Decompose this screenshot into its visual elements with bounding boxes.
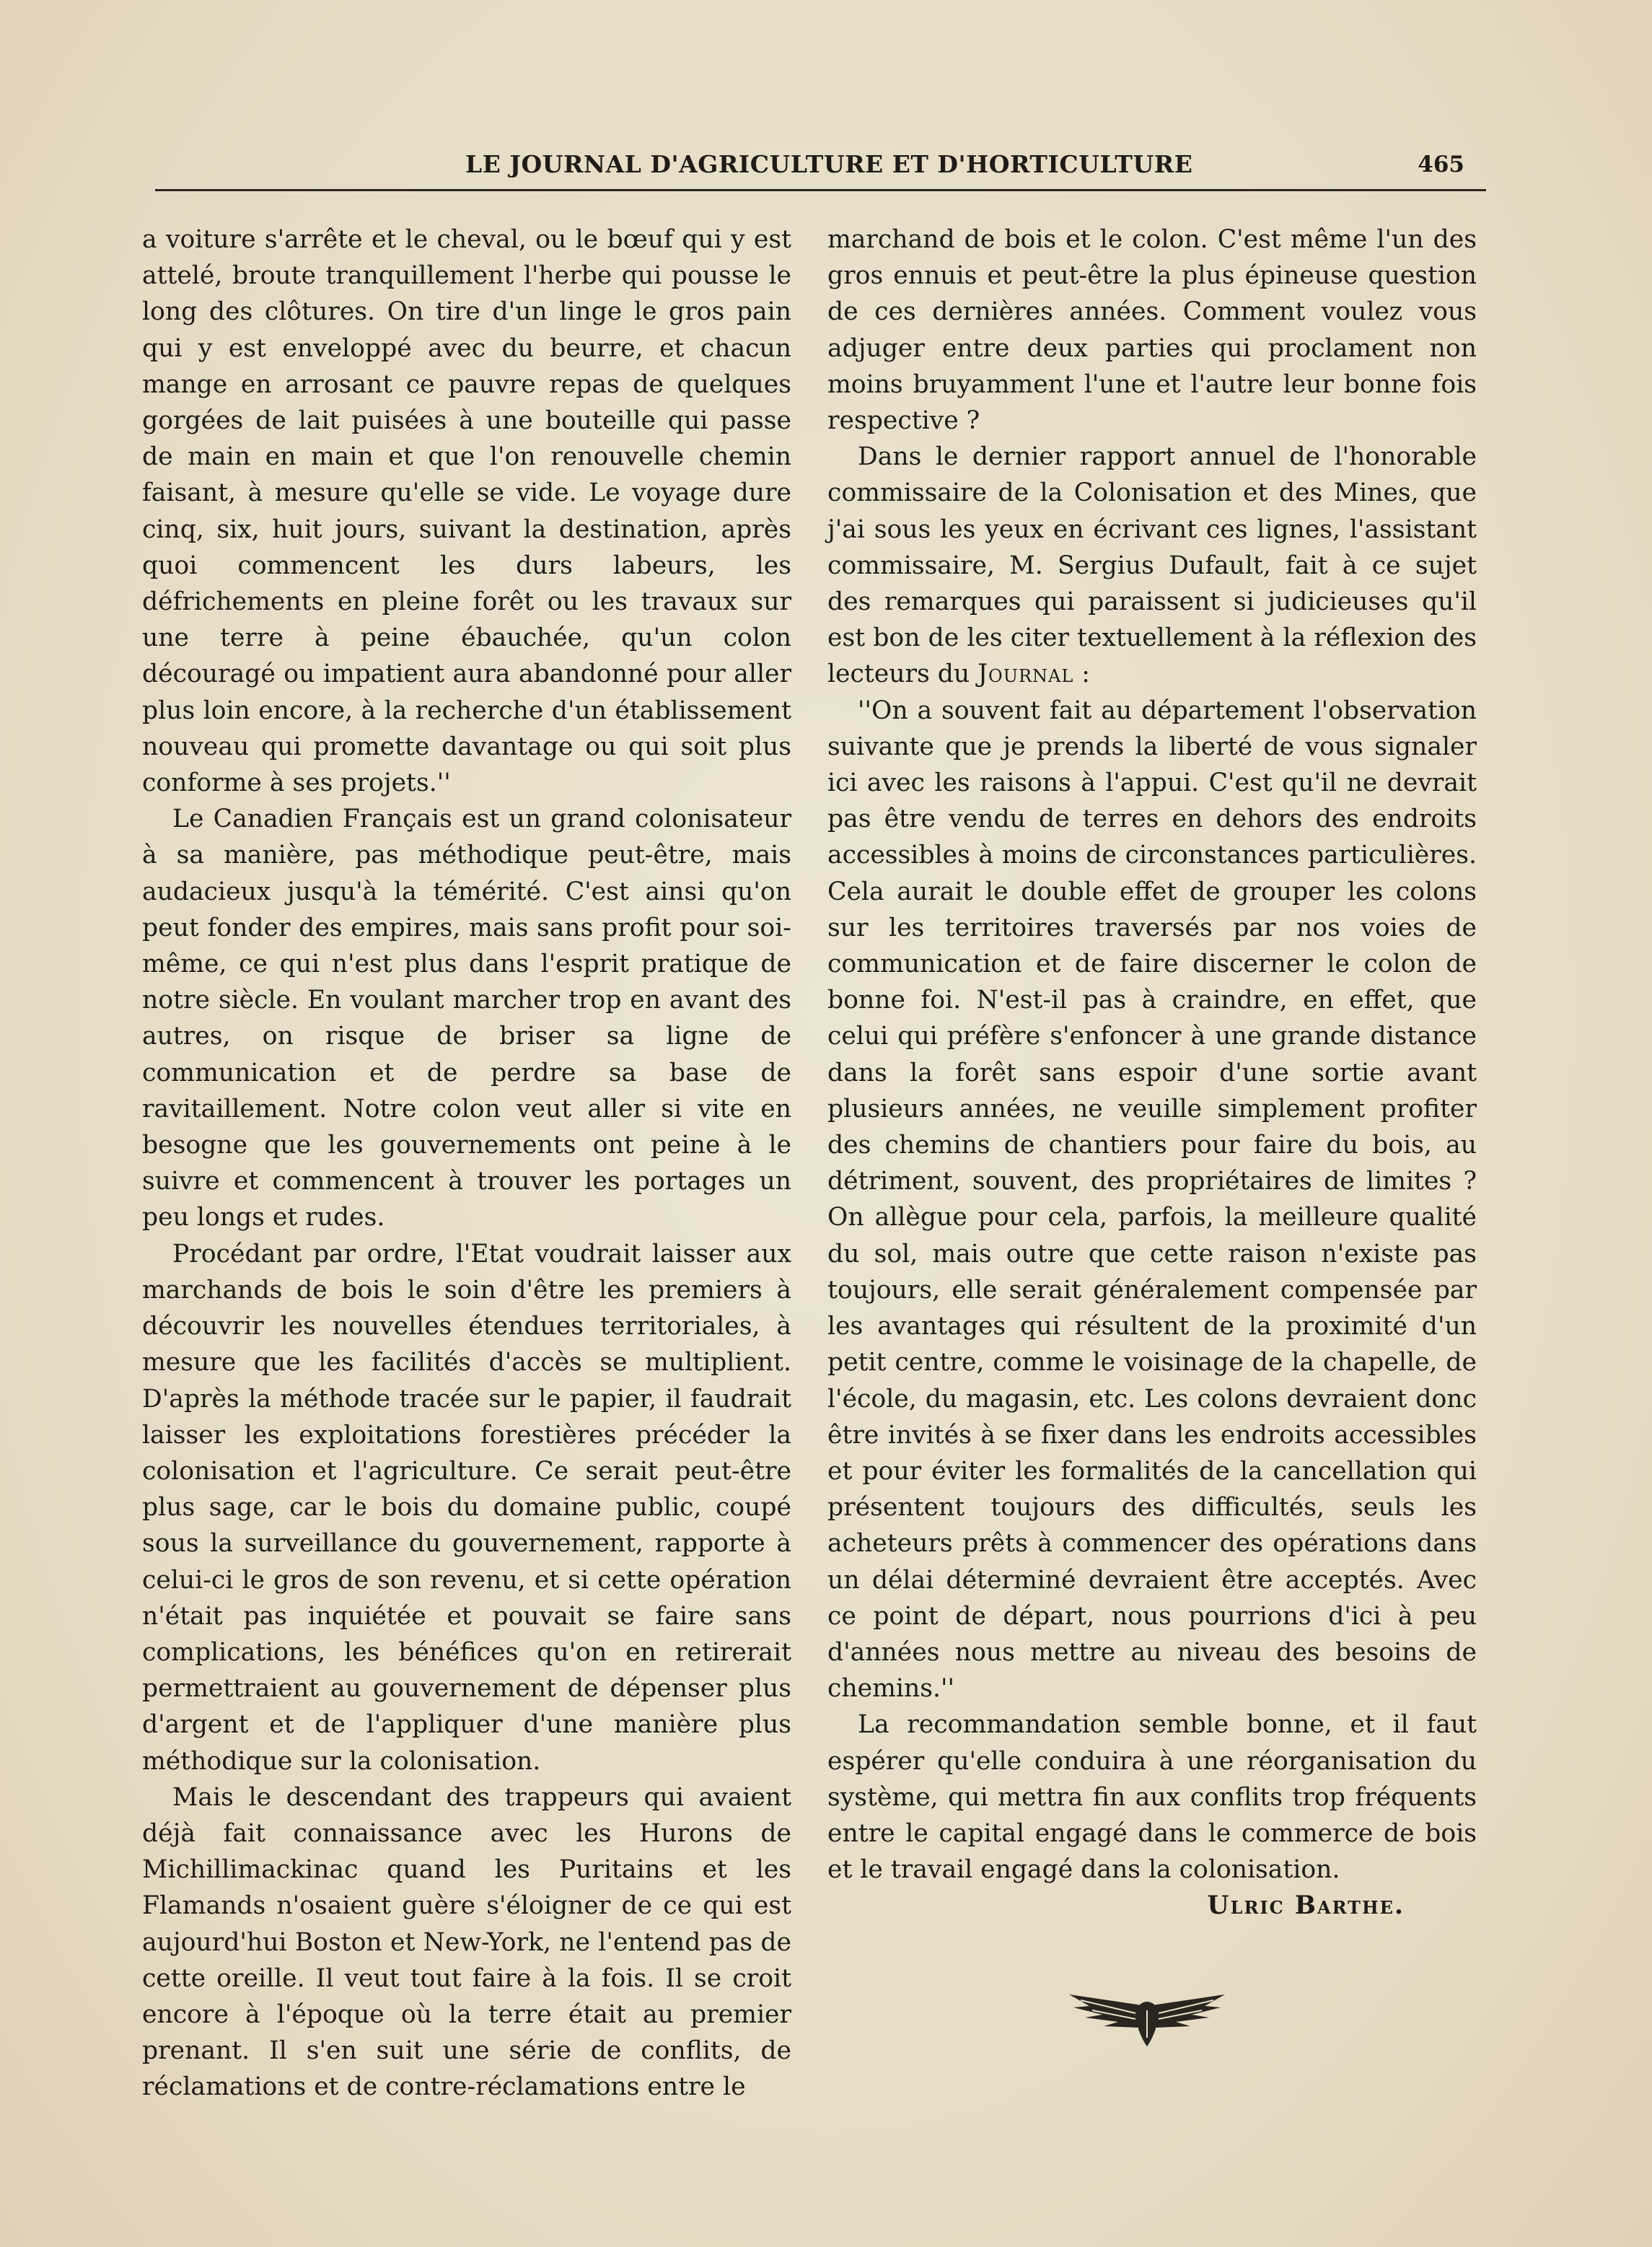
left-paragraph-4: Mais le descendant des trappeurs qui avaient déjà fait connaissance avec les Hurons de Michillimackinac quand les Puritains et les Flamands n'osaient guère s'éloigner de ce qui est aujourd'hui Boston et New-York, ne l'entend pas de cette oreille. Il veut tout faire à la fois. Il se croit encore à l'époque où la terre était au premier prenant. Il s'en suit une série de conflits, de réclamations et de contre-réclamations entre le: [142, 1782, 791, 2102]
right-column: [827, 222, 1477, 1924]
left-paragraph-3: Procédant par ordre, l'Etat voudrait laisser aux marchands de bois le soin d'être les premiers à découvrir les nouvelles étendues territoriales, à mesure que les facilités d'accès se multiplient. D'après la méthode tracée sur le papier, il faudrait laisser les exploitations forestières précéder la colonisation et l'agriculture. Ce serait peut-être plus sage, car le bois du domaine public, coupé sous la surveillance du gouvernement, rapporte à celui-ci le gros de son revenu, et si cette opération n'était pas inquiétée et pouvait se faire sans complications, les bénéfices qu'on en retirerait permettraient au gouvernement de dépenser plus d'argent et de l'appliquer d'une manière plus méthodique sur la colonisation.: [142, 1239, 791, 1776]
winged-ornament-icon: [1060, 1984, 1234, 2049]
left-paragraph-1: a voiture s'arrête et le cheval, ou le bœuf qui y est attelé, broute tranquillement l'herbe qui pousse le long des clôtures. On tire d'un linge le gros pain qui y est enveloppé avec du beurre, et chacun mange en arrosant ce pauvre repas de quelques gorgées de lait puisées à une bouteille qui passe de main en main et que l'on renouvelle chemin faisant, à mesure qu'elle se vide. Le voyage dure cinq, six, huit jours, suivant la destination, après quoi commencent les durs labeurs, les défrichements en pleine forêt ou les travaux sur une terre à peine ébauchée, qu'un colon découragé ou impatient aura abandonné pour aller plus loin encore, à la recherche d'un établissement nouveau qui promette davantage ou qui soit plus conforme à ses projets.'': [142, 225, 791, 798]
right-paragraph-4: La recommandation semble bonne, et il faut espérer qu'elle conduira à une réorganisation du système, qui mettra fin aux conflits trop fréquents entre le capital engagé dans le commerce de bois et le travail engagé dans la colonisation.: [827, 1710, 1477, 1885]
running-header: [155, 150, 1486, 186]
author-signature: Ulric Barthe.: [1207, 1891, 1405, 1921]
quotation-paragraph: ''On a souvent fait au département l'observation suivante que je prends la liberté de vous signaler ici avec les raisons à l'appui. C'est qu'il ne devrait pas être vendu de terres en dehors des endroits accessibles à moins de circonstances particulières. Cela aurait le double effet de grouper les colons sur les territoires traversés par nos voies de communication et de faire discerner le colon de bonne foi. N'est-il pas à craindre, en effet, que celui qui préfère s'enfoncer à une grande distance dans la forêt sans espoir d'une sortie avant plusieurs années, ne veuille simplement profiter des chemins de chantiers pour faire du bois, au détriment, souvent, des propriétaires de limites ? On allègue pour cela, parfois, la meilleure qualité du sol, mais outre que cette raison n'existe pas toujours, elle serait généralement compensée par les avantages qui résultent de la proximité d'un petit centre, comme le voisinage de la chapelle, de l'école, du magasin, etc. Les colons devraient donc être invités à se fixer dans les endroits accessibles et pour éviter les formalités de la cancellation qui présentent toujours des difficultés, seuls les acheteurs prêts à commencer des opérations dans un délai déterminé devraient être acceptés. Avec ce point de départ, nous pourrions d'ici à peu d'années nous mettre au niveau des besoins de chemins.'': [827, 696, 1477, 1704]
right-paragraph-1: marchand de bois et le colon. C'est même l'un des gros ennuis et peut-être la plus épineuse question de ces dernières années. Comment voulez vous adjuger entre deux parties qui proclament non moins bruyamment l'une et l'autre leur bonne fois respective ?: [827, 225, 1477, 436]
right-paragraph-2-text: Dans le dernier rapport annuel de l'honorable commissaire de la Colonisation et des Mines, que j'ai sous les yeux en écrivant ces lignes, l'assistant commissaire, M. Sergius Dufault, fait à ce sujet des remarques qui paraissent si judicieuses qu'il est bon de les citer textuellement à la réflexion des lecteurs du: [827, 442, 1477, 689]
header-divider: [155, 189, 1486, 191]
journal-reference: Journal: [977, 660, 1074, 689]
left-column: [142, 222, 791, 2106]
left-paragraph-2: Le Canadien Français est un grand colonisateur à sa manière, pas méthodique peut-être, mais audacieux jusqu'à la témérité. C'est ainsi qu'on peut fonder des empires, mais sans profit pour soi-même, ce qui n'est plus dans l'esprit pratique de notre siècle. En voulant marcher trop en avant des autres, on risque de briser sa ligne de communication et de perdre sa base de ravitaillement. Notre colon veut aller si vite en besogne que les gouvernements ont peine à le suivre et commencent à trouver les portages un peu longs et rudes.: [142, 805, 791, 1232]
page-number: 465: [1418, 152, 1464, 178]
right-paragraph-2-end: :: [1073, 660, 1090, 689]
right-paragraph-2: [827, 439, 1477, 692]
journal-title: LE JOURNAL D'AGRICULTURE ET D'HORTICULTURE: [465, 150, 1193, 178]
